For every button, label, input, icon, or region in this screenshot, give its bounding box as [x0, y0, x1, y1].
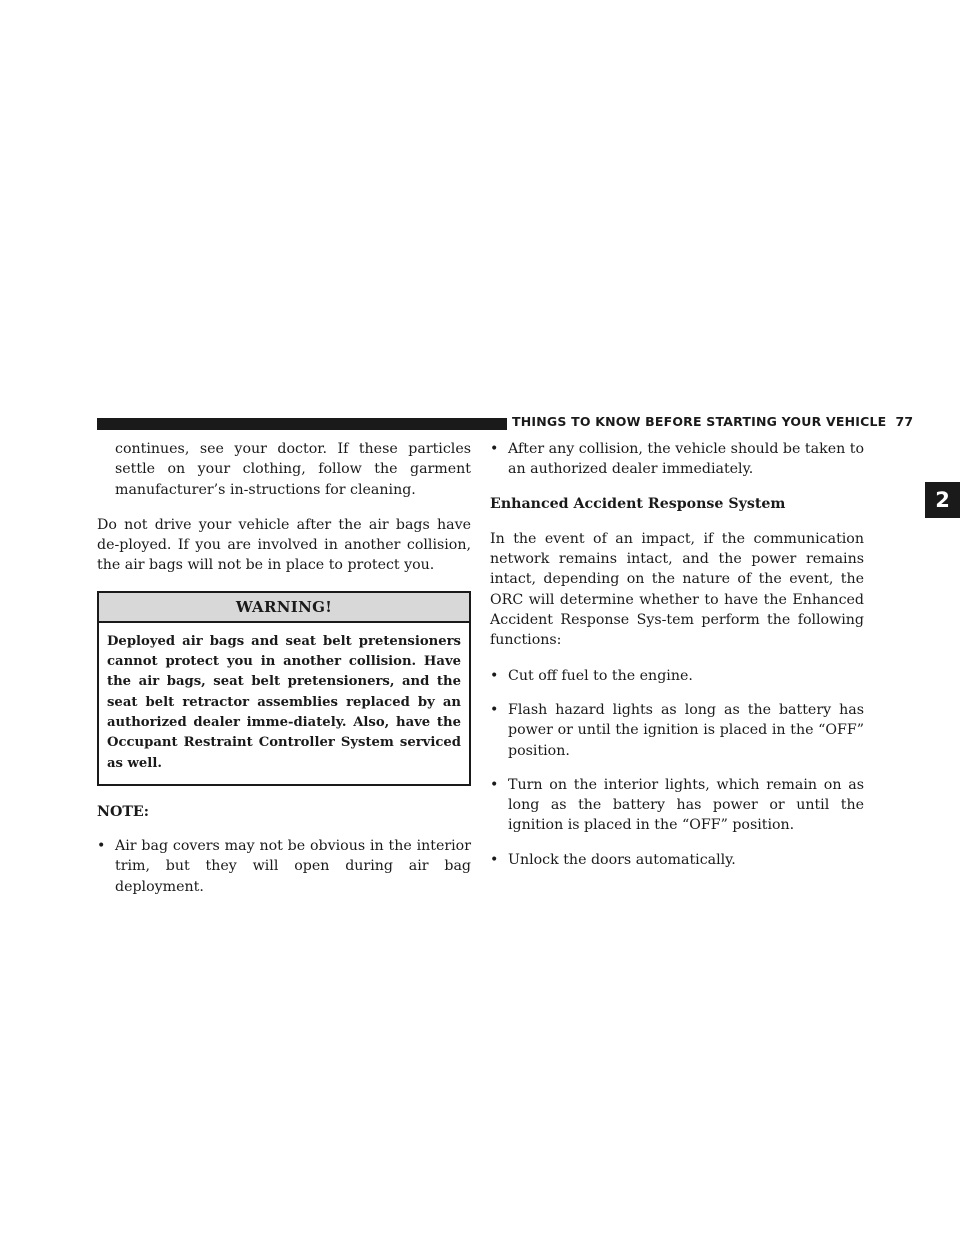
bullet-icon: • [490, 701, 499, 718]
list-item-text: Unlock the doors automatically. [508, 851, 736, 868]
chapter-tab: 2 [925, 482, 960, 518]
bullet-icon: • [490, 441, 499, 457]
note-label: NOTE: [97, 803, 149, 820]
list-item-text: Flash hazard lights as long as the battery has power or until the ignition is placed in the “OFF” position. [508, 701, 864, 759]
warning-text: Deployed air bags and seat belt pretensioners cannot protect you in another collision. Have the air bags, seat belt pretensioners, and the seat belt retractor assemblies replaced by an authorized dealer imme-diately. Also, have the Occupant Restraint Controller System serviced as well. [107, 633, 461, 771]
bullet-icon: • [97, 838, 106, 855]
list-item-text: Air bag covers may not be obvious in the interior trim, but they will open during air bag deployment. [115, 838, 471, 895]
bullet-icon: • [490, 851, 499, 868]
bullet-icon: • [490, 776, 499, 793]
list-item [490, 775, 864, 836]
page-number: 77 [895, 414, 914, 429]
list-item [97, 836, 471, 897]
list-item-text: Turn on the interior lights, which remain on as long as the battery has power or until the ignition is placed in the “OFF” position. [508, 776, 864, 834]
section-heading: Enhanced Accident Response System [490, 495, 786, 512]
list-item-text: After any collision, the vehicle should be taken to an authorized dealer immediately. [508, 441, 864, 478]
body-paragraph: Do not drive your vehicle after the air bags have de-ployed. If you are involved in another collision, the air bags will not be in place to protect you. [97, 516, 471, 574]
running-header [512, 414, 913, 429]
list-item [490, 439, 864, 480]
list-item [490, 850, 864, 870]
warning-title: WARNING! [99, 593, 469, 623]
header-rule-bar [97, 418, 507, 430]
body-paragraph: In the event of an impact, if the communication network remains intact, and the power remains intact, depending on the nature of the event, the ORC will determine whether to have the Enhanced Accident Response Sys-tem perform the following functions: [490, 530, 864, 649]
section-title: THINGS TO KNOW BEFORE STARTING YOUR VEHICLE [512, 414, 887, 429]
continuation-paragraph: continues, see your doctor. If these particles settle on your clothing, follow the garment manufacturer’s in-structions for cleaning. [115, 441, 471, 498]
left-column [97, 439, 471, 911]
list-item [490, 700, 864, 761]
bullet-icon: • [490, 667, 499, 684]
list-item-text: Cut off fuel to the engine. [508, 667, 693, 684]
right-column [490, 439, 864, 884]
warning-box [97, 591, 471, 786]
list-item [490, 666, 864, 686]
